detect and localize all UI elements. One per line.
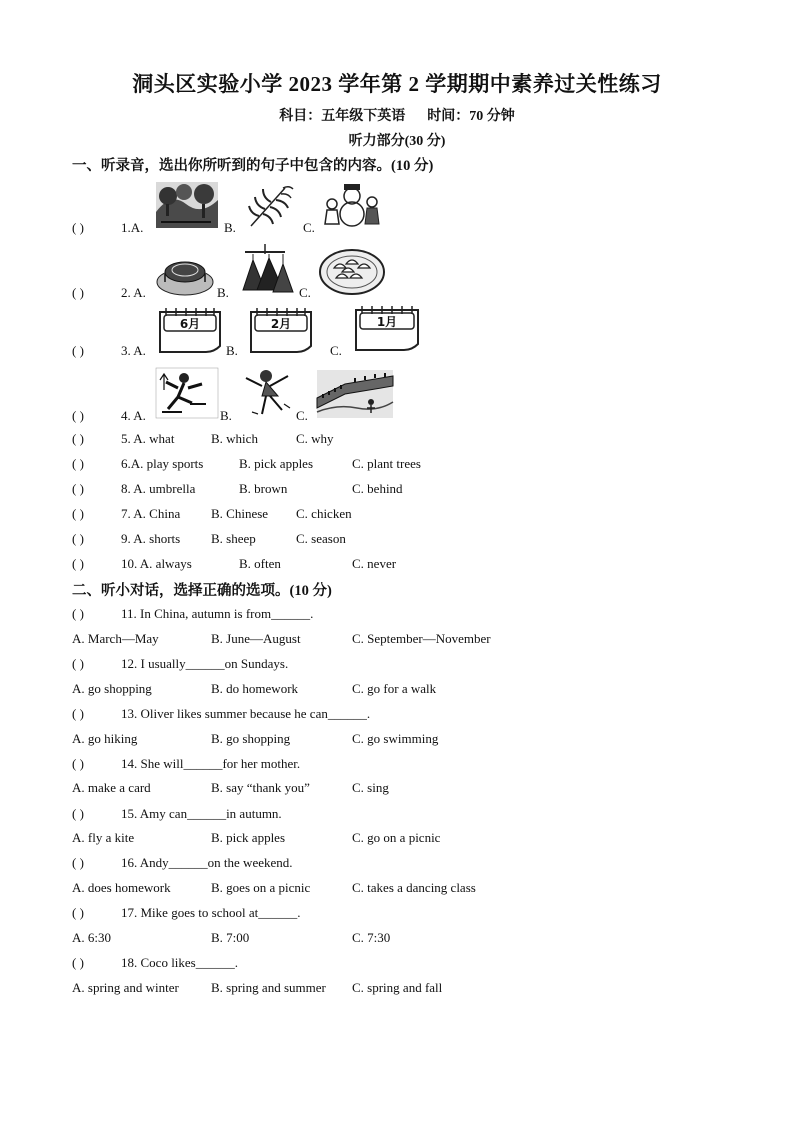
option-b[interactable]: B. 7:00: [211, 930, 250, 945]
option-c[interactable]: C. spring and fall: [352, 980, 443, 995]
option-c[interactable]: C. sing: [352, 780, 389, 795]
option-c[interactable]: C. go for a walk: [352, 681, 437, 696]
option-a-label: 9. A. shorts: [121, 531, 181, 546]
option-b-label: B.: [217, 285, 229, 300]
answer-bracket[interactable]: ( ): [72, 656, 84, 671]
calendar-february-icon: [245, 306, 317, 356]
answer-bracket[interactable]: ( ): [72, 756, 84, 771]
option-b[interactable]: B. go shopping: [211, 731, 291, 746]
answer-bracket[interactable]: ( ): [72, 855, 84, 870]
option-c-label: C.: [299, 285, 311, 300]
question-text: 18. Coco likes______.: [121, 955, 238, 970]
question-text: 17. Mike goes to school at______.: [121, 905, 301, 920]
great-wall-icon: [315, 368, 395, 420]
option-b-label: B. which: [211, 431, 258, 446]
answer-bracket[interactable]: ( ): [72, 481, 84, 496]
subject-label: 科目：五年级下英语: [279, 109, 406, 124]
option-b-label: B. sheep: [211, 531, 256, 546]
answer-bracket[interactable]: ( ): [72, 431, 84, 446]
option-a[interactable]: A. does homework: [72, 880, 171, 895]
answer-bracket[interactable]: ( ): [72, 806, 84, 821]
willow-branch-icon: [245, 182, 297, 230]
calendar-label: 2月: [270, 317, 292, 331]
question-text: 12. I usually______on Sundays.: [121, 656, 289, 671]
option-a-label: 1.A.: [121, 220, 144, 235]
option-a[interactable]: A. go hiking: [72, 731, 138, 746]
option-b-label: B.: [220, 408, 232, 423]
option-c[interactable]: C. go swimming: [352, 731, 439, 746]
option-b-label: B.: [224, 220, 236, 235]
zongzi-icon: [235, 240, 297, 296]
listening-part-heading: 听力部分(30 分): [348, 134, 446, 149]
time-label: 时间：70 分钟: [427, 109, 515, 124]
calendar-label: 6月: [179, 317, 201, 331]
option-b-label: B. Chinese: [211, 506, 269, 521]
answer-bracket[interactable]: ( ): [72, 285, 84, 300]
option-b-label: B.: [226, 343, 238, 358]
answer-bracket[interactable]: ( ): [72, 220, 84, 235]
option-c-label: C. plant trees: [352, 456, 421, 471]
option-b[interactable]: B. pick apples: [211, 830, 286, 845]
answer-bracket[interactable]: ( ): [72, 506, 84, 521]
option-a[interactable]: A. 6:30: [72, 930, 111, 945]
answer-bracket[interactable]: ( ): [72, 456, 84, 471]
dancing-icon: [240, 364, 296, 420]
question-text: 14. She will______for her mother.: [121, 756, 301, 771]
question-text: 13. Oliver likes summer because he can______.: [121, 706, 371, 721]
calendar-june-icon: [154, 306, 226, 354]
option-b[interactable]: B. say “thank you”: [211, 780, 310, 795]
option-c-label: C. why: [296, 431, 334, 446]
option-b[interactable]: B. do homework: [211, 681, 299, 696]
calendar-january-icon: [350, 304, 424, 354]
option-b[interactable]: B. June—August: [211, 631, 301, 646]
option-c-label: C.: [303, 220, 315, 235]
option-c-label: C. chicken: [296, 506, 352, 521]
option-a-label: 5. A. what: [121, 431, 175, 446]
question-text: 15. Amy can______in autumn.: [121, 806, 282, 821]
subject-line: [0, 105, 794, 125]
answer-bracket[interactable]: ( ): [72, 531, 84, 546]
section2-heading: 二、听小对话，选择正确的选项。(10 分): [72, 583, 332, 599]
option-a-label: 7. A. China: [121, 506, 181, 521]
option-c-label: C.: [330, 343, 342, 358]
option-b-label: B. pick apples: [239, 456, 314, 471]
question-text: 11. In China, autumn is from______.: [121, 606, 314, 621]
option-c-label: C. behind: [352, 481, 403, 496]
option-a[interactable]: A. spring and winter: [72, 980, 179, 995]
answer-bracket[interactable]: ( ): [72, 343, 84, 358]
option-c[interactable]: C. go on a picnic: [352, 830, 441, 845]
option-a-label: 2. A.: [121, 285, 146, 300]
answer-bracket[interactable]: ( ): [72, 706, 84, 721]
option-b[interactable]: B. spring and summer: [211, 980, 326, 995]
calendar-label: 1月: [376, 315, 398, 329]
option-a-label: 4. A.: [121, 408, 146, 423]
autumn-scene-icon: [156, 182, 218, 228]
option-a-label: 6.A. play sports: [121, 456, 204, 471]
option-c-label: C. never: [352, 556, 397, 571]
section1-heading: 一、听录音，选出你所听到的句子中包含的内容。(10 分): [72, 158, 434, 174]
answer-bracket[interactable]: ( ): [72, 408, 84, 423]
question-text: 16. Andy______on the weekend.: [121, 855, 293, 870]
snowman-kids-icon: [322, 182, 380, 230]
skating-icon: [154, 366, 220, 420]
option-c[interactable]: C. 7:30: [352, 930, 391, 945]
option-b-label: B. often: [239, 556, 281, 571]
option-a[interactable]: A. March—May: [72, 631, 159, 646]
option-a-label: 10. A. always: [121, 556, 192, 571]
option-c-label: C.: [296, 408, 308, 423]
mooncake-icon: [154, 252, 216, 298]
option-a[interactable]: A. fly a kite: [72, 830, 135, 845]
option-b-label: B. brown: [239, 481, 288, 496]
option-b[interactable]: B. goes on a picnic: [211, 880, 311, 895]
option-c[interactable]: C. takes a dancing class: [352, 880, 476, 895]
answer-bracket[interactable]: ( ): [72, 606, 84, 621]
option-a-label: 8. A. umbrella: [121, 481, 196, 496]
answer-bracket[interactable]: ( ): [72, 556, 84, 571]
answer-bracket[interactable]: ( ): [72, 905, 84, 920]
page-title: 洞头区实验小学 2023 学年第 2 学期期中素养过关性练习: [132, 72, 662, 96]
option-a[interactable]: A. make a card: [72, 780, 151, 795]
option-c-label: C. season: [296, 531, 346, 546]
option-c[interactable]: C. September—November: [352, 631, 491, 646]
option-a[interactable]: A. go shopping: [72, 681, 152, 696]
dumplings-icon: [318, 246, 386, 296]
answer-bracket[interactable]: ( ): [72, 955, 84, 970]
option-a-label: 3. A.: [121, 343, 146, 358]
